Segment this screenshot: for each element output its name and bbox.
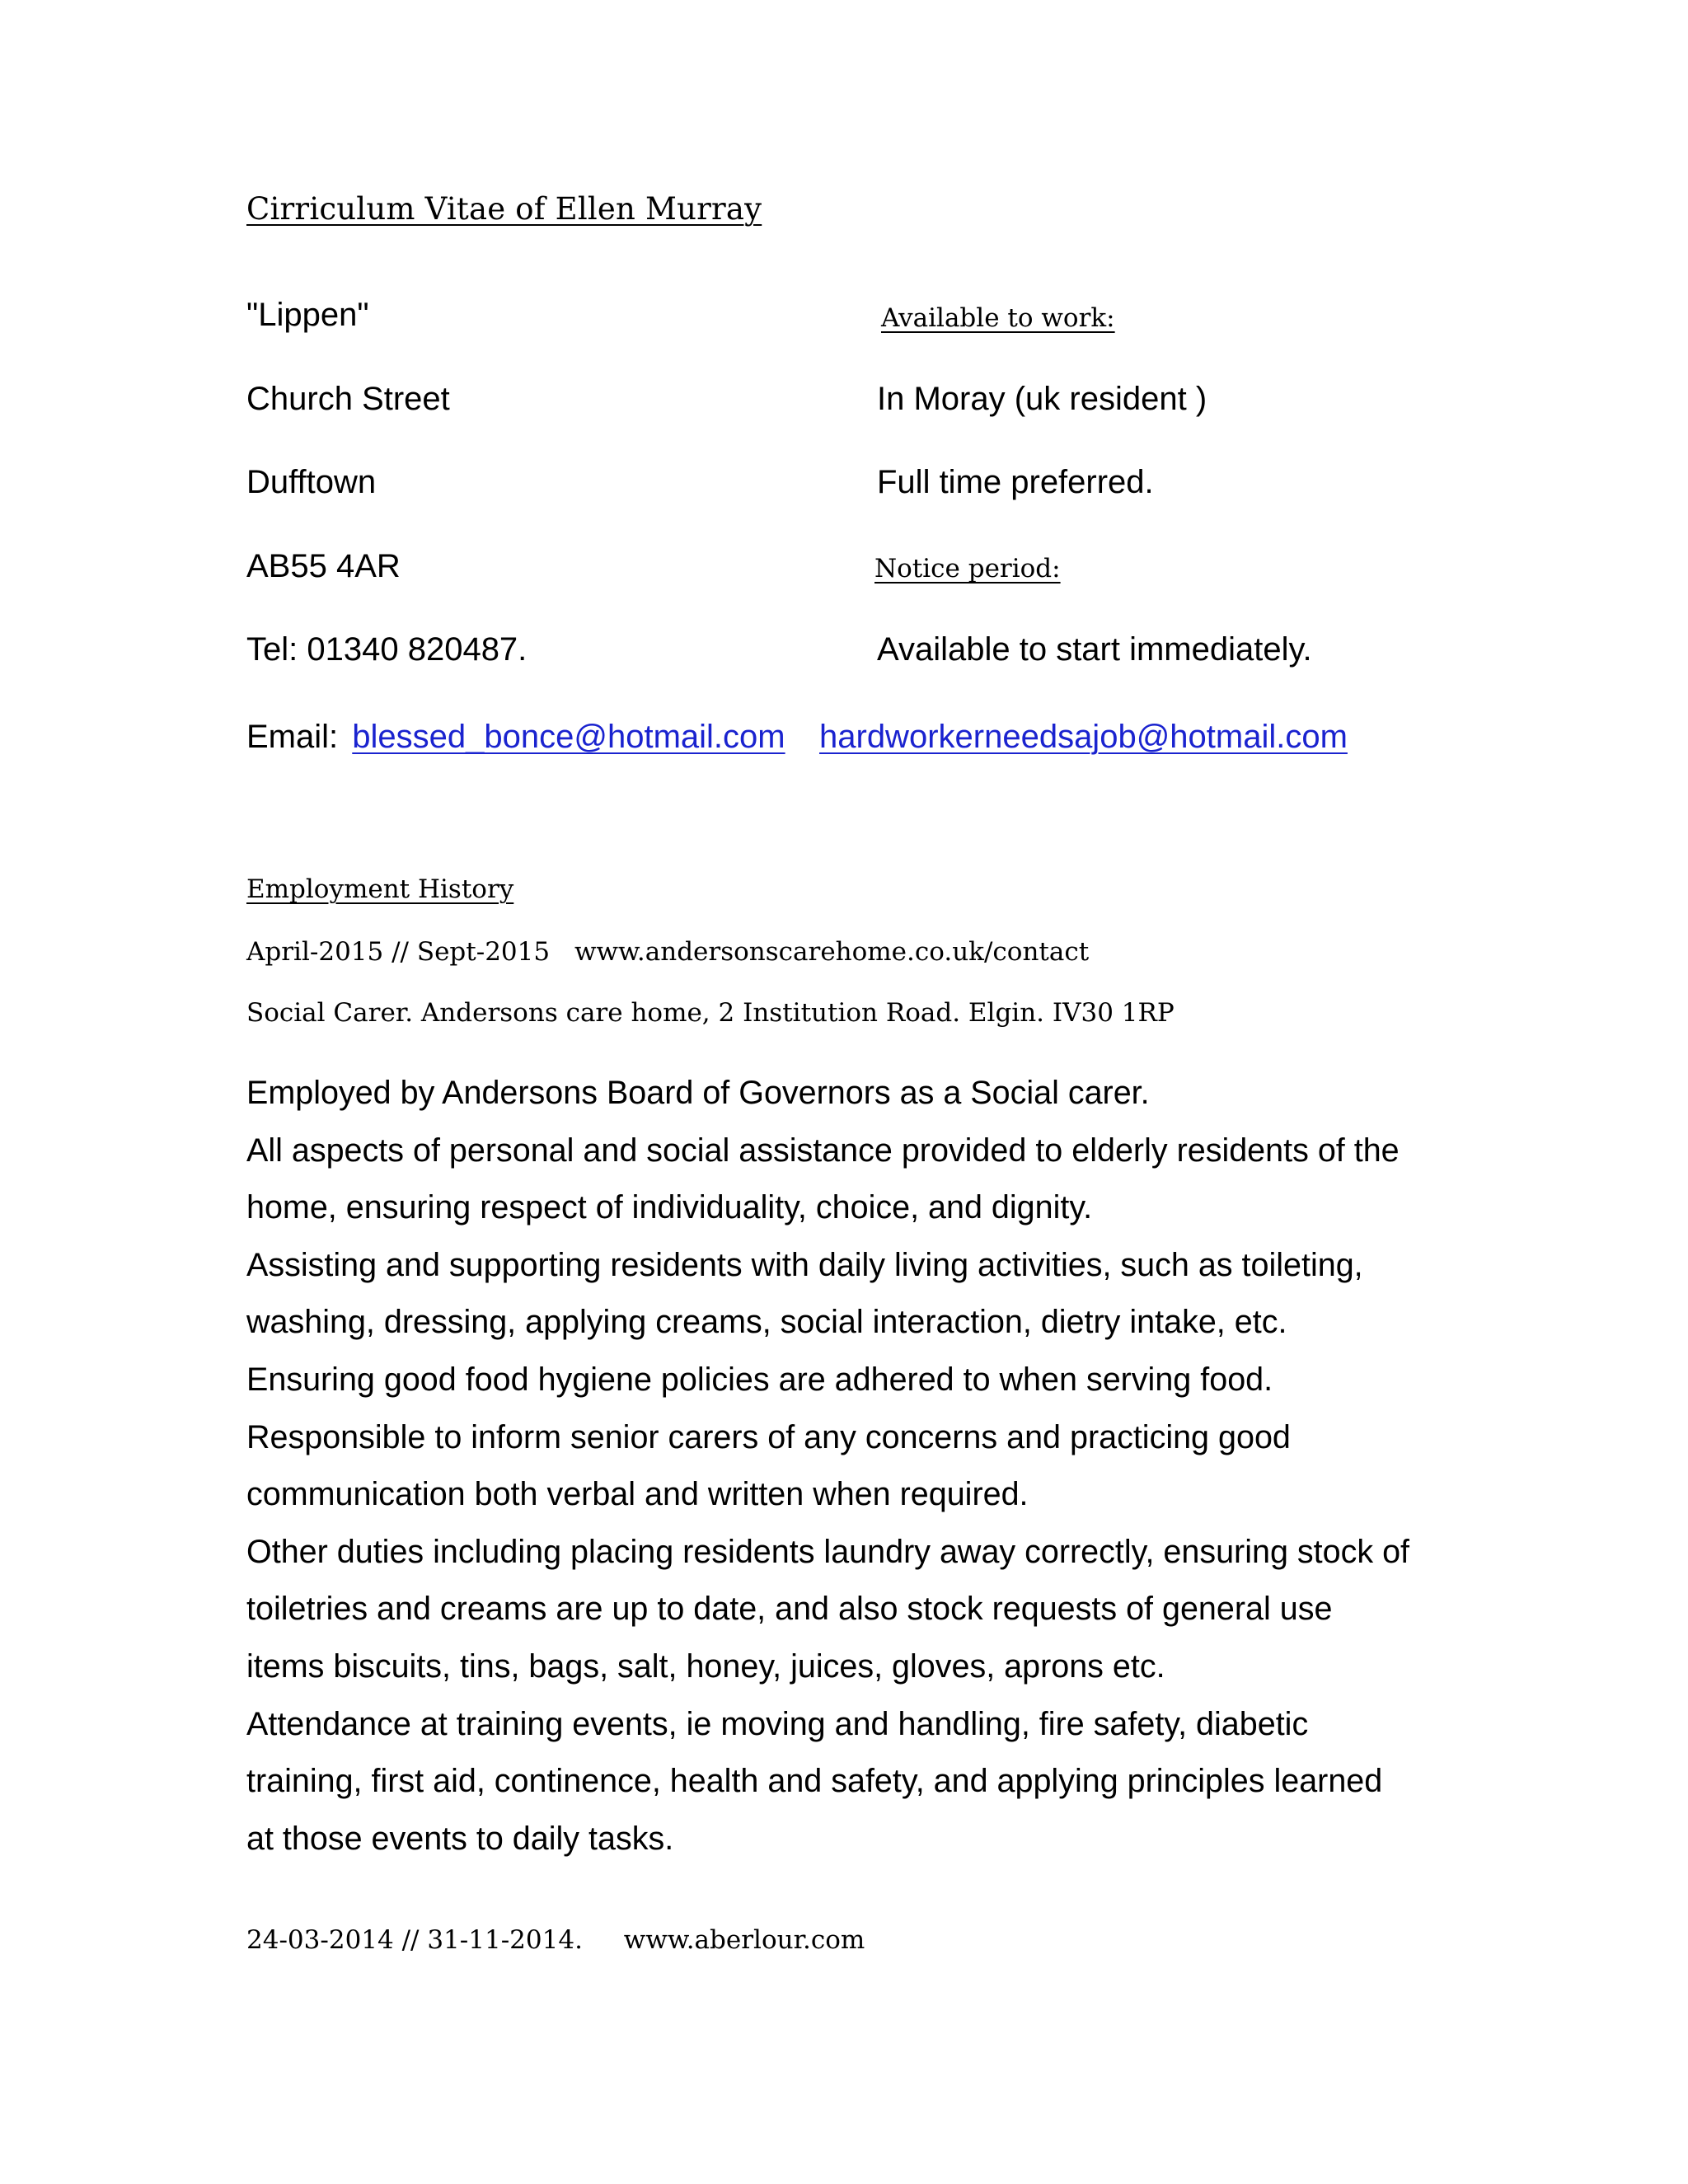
employment-history-heading: Employment History: [246, 874, 514, 904]
description-line: Responsible to inform senior carers of any concerns and practicing good: [246, 1418, 1291, 1455]
job-1-header: [246, 937, 1089, 967]
available-location: In Moray (uk resident ): [877, 381, 1207, 417]
email-label: Email:: [246, 719, 339, 755]
address-telephone: Tel: 01340 820487.: [246, 631, 528, 668]
available-start: Available to start immediately.: [877, 631, 1312, 668]
address-postcode: AB55 4AR: [246, 548, 401, 584]
email-link-secondary[interactable]: hardworkerneedsajob@hotmail.com: [819, 719, 1348, 755]
description-line: Attendance at training events, ie moving and handling, fire safety, diabetic: [246, 1705, 1309, 1742]
description-line: items biscuits, tins, bags, salt, honey, juices, gloves, aprons etc.: [246, 1647, 1165, 1685]
description-line: toiletries and creams are up to date, and also stock requests of general use: [246, 1591, 1333, 1628]
description-line: washing, dressing, applying creams, social interaction, dietry intake, etc.: [246, 1304, 1287, 1341]
job-2-website: www.aberlour.com: [623, 1925, 865, 1955]
description-line: Assisting and supporting residents with daily living activities, such as toileting,: [246, 1246, 1363, 1283]
address-street: Church Street: [246, 381, 450, 417]
email-link-primary[interactable]: blessed_bonce@hotmail.com: [352, 719, 785, 755]
address-town: Dufftown: [246, 464, 377, 500]
description-line: Ensuring good food hygiene policies are adhered to when serving food.: [246, 1361, 1273, 1398]
available-heading: Available to work:: [881, 303, 1115, 333]
description-line: All aspects of personal and social assistance provided to elderly residents of the: [246, 1132, 1400, 1169]
address-house-name: "Lippen": [246, 297, 369, 333]
email-row: [246, 719, 785, 756]
description-line: communication both verbal and written when required.: [246, 1476, 1029, 1513]
job-1-description: [246, 1065, 1450, 1868]
description-line: Other duties including placing residents laundry away correctly, ensuring stock of: [246, 1533, 1410, 1570]
description-line: Employed by Andersons Board of Governors as a Social carer.: [246, 1075, 1150, 1111]
job-1-website: www.andersonscarehome.co.uk/contact: [574, 937, 1090, 967]
description-line: training, first aid, continence, health and safety, and applying principles learned: [246, 1763, 1383, 1800]
description-line: at those events to daily tasks.: [246, 1820, 674, 1857]
description-line: home, ensuring respect of individuality, choice, and dignity.: [246, 1189, 1093, 1226]
job-2-dates: 24-03-2014 // 31-11-2014.: [246, 1925, 583, 1955]
available-hours: Full time preferred.: [877, 464, 1154, 500]
notice-period-heading: Notice period:: [874, 554, 1061, 583]
job-1-position: Social Carer. Andersons care home, 2 Institution Road. Elgin. IV30 1RP: [246, 998, 1175, 1028]
document-title: Cirriculum Vitae of Ellen Murray: [246, 191, 762, 227]
job-1-dates: April-2015 // Sept-2015: [246, 937, 551, 967]
job-2-header: [246, 1925, 865, 1955]
